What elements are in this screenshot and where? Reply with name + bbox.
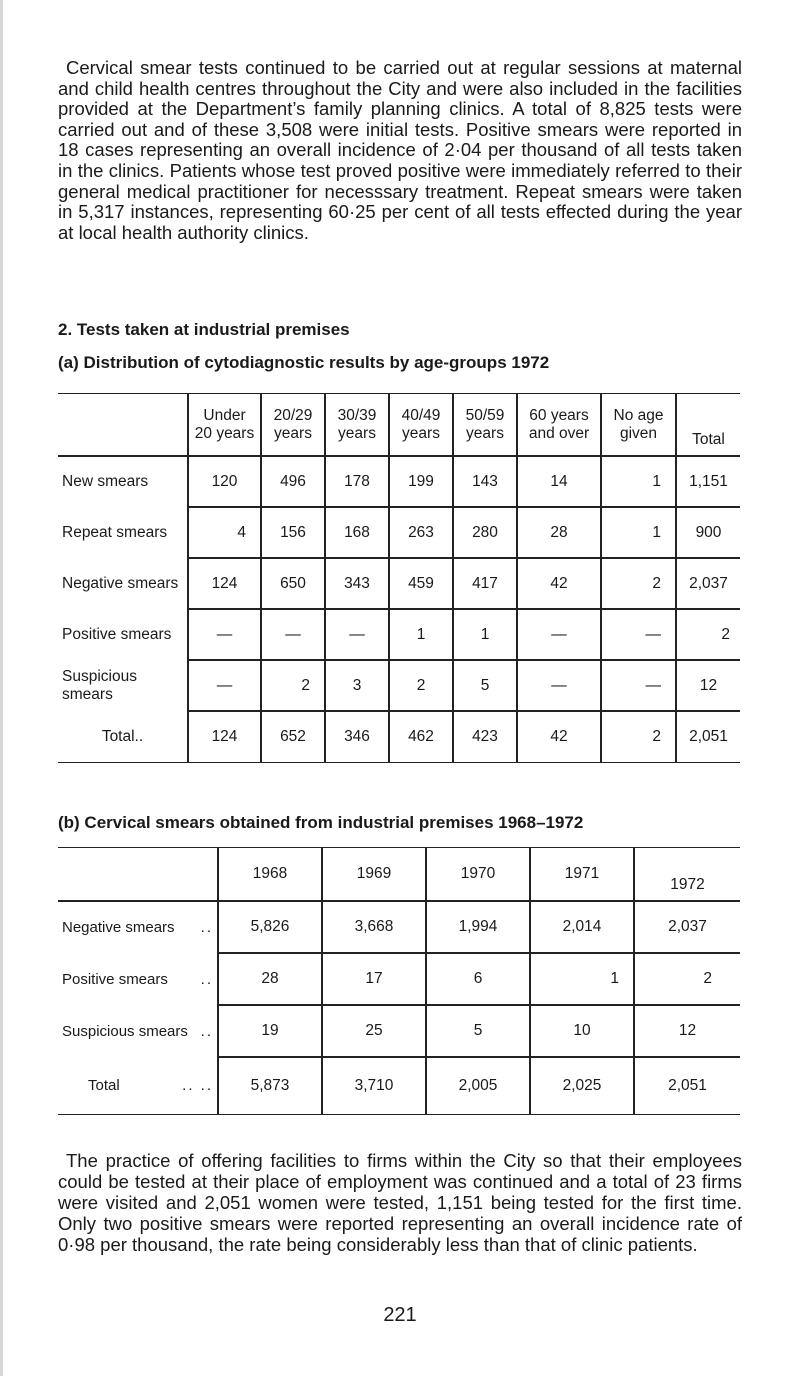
column-header: 1972 bbox=[634, 848, 740, 902]
table-cell: 652 bbox=[261, 711, 325, 763]
table-cell: 2 bbox=[634, 953, 740, 1005]
table-cell: 2 bbox=[389, 660, 453, 711]
intro-paragraph: Cervical smear tests continued to be carried out at regular sessions at maternal and child health centres throughout the City and were also included in the facilities provided at the Department’s family planning clinics. A total of 8,825 tests were carried out and of these 3,508 were initial tests. Positive smears were reported in 18 cases representing an overall incidence of 2·04 per thousand of all tests taken in the clinics. Patients whose test proved positive were immediately referred to their general medical practitioner for necesssary treatment. Repeat smears were taken in 5,317 instances, representing 60·25 per cent of all tests effected during the year at local health authority clinics. bbox=[58, 57, 742, 243]
row-label: Suspicious smears bbox=[58, 660, 188, 711]
table-cell: 28 bbox=[517, 507, 601, 558]
table-row bbox=[58, 901, 740, 953]
table-cell: 14 bbox=[517, 456, 601, 507]
table-cell: 423 bbox=[453, 711, 517, 763]
page-number: 221 bbox=[383, 1304, 417, 1326]
table-cell: 5,826 bbox=[218, 901, 322, 953]
table-b-title: (b) Cervical smears obtained from industrial premises 1968–1972 bbox=[58, 813, 584, 832]
table-cell: 2,025 bbox=[530, 1057, 634, 1115]
row-label-text: Suspicious smears bbox=[62, 1022, 188, 1040]
table-header-row bbox=[58, 848, 740, 902]
section-heading: 2. Tests taken at industrial premises bbox=[58, 320, 350, 339]
table-cell: 28 bbox=[218, 953, 322, 1005]
column-header: 1969 bbox=[322, 848, 426, 902]
table-cell: 156 bbox=[261, 507, 325, 558]
table-row bbox=[58, 660, 740, 711]
table-cell: 3 bbox=[325, 660, 389, 711]
table-cell-total: 900 bbox=[676, 507, 740, 558]
table-cell-total: 2 bbox=[676, 609, 740, 660]
column-header: 50/59 years bbox=[453, 394, 517, 457]
table-cell: — bbox=[325, 609, 389, 660]
column-header: 30/39 years bbox=[325, 394, 389, 457]
table-cell: 120 bbox=[188, 456, 261, 507]
closing-paragraph: The practice of offering facilities to firms within the City so that their employees could be tested at their place of employment was continued and a total of 23 firms were visited and 2,051 women were tested, 1,151 being tested for the first time. Only two positive smears were reported representing an overall incidence rate of 0·98 per thousand, the rate being considerably less than that of clinic patients. bbox=[58, 1150, 742, 1255]
column-header: 20/29 years bbox=[261, 394, 325, 457]
table-row bbox=[58, 456, 740, 507]
column-header: 1970 bbox=[426, 848, 530, 902]
table-cell: 1,994 bbox=[426, 901, 530, 953]
age-group-results-table bbox=[58, 393, 740, 763]
row-label: New smears bbox=[58, 456, 188, 507]
table-cell: 6 bbox=[426, 953, 530, 1005]
row-label: Repeat smears bbox=[58, 507, 188, 558]
table-cell: 25 bbox=[322, 1005, 426, 1057]
row-label bbox=[58, 1005, 218, 1057]
table-row bbox=[58, 953, 740, 1005]
table-cell: 2,051 bbox=[668, 1077, 707, 1094]
table-cell: 143 bbox=[453, 456, 517, 507]
table-row bbox=[58, 507, 740, 558]
leader-dots: .. .. bbox=[182, 1077, 213, 1094]
row-label bbox=[58, 901, 218, 953]
column-header-total: Total bbox=[676, 394, 740, 457]
table-cell: 2,037 bbox=[634, 901, 740, 953]
table-cell: — bbox=[601, 660, 676, 711]
table-cell: 1 bbox=[601, 507, 676, 558]
table-cell: 263 bbox=[389, 507, 453, 558]
table-cell: 343 bbox=[325, 558, 389, 609]
column-header: 1968 bbox=[218, 848, 322, 902]
row-label-text: Negative smears bbox=[62, 919, 175, 936]
row-label-text: Total bbox=[88, 1077, 120, 1094]
table-cell: — bbox=[261, 609, 325, 660]
table-cell: 12 bbox=[634, 1005, 740, 1057]
table-total-row bbox=[58, 711, 740, 763]
table-cell: — bbox=[188, 609, 261, 660]
leader-dots: .. bbox=[200, 919, 213, 936]
table-cell-total: 12 bbox=[676, 660, 740, 711]
table-cell: 280 bbox=[453, 507, 517, 558]
column-header: 60 years and over bbox=[517, 394, 601, 457]
table-row bbox=[58, 1005, 740, 1057]
row-label: Positive smears bbox=[58, 609, 188, 660]
table-total-row bbox=[58, 1057, 740, 1115]
column-header: Under 20 years bbox=[188, 394, 261, 457]
table-cell: 168 bbox=[325, 507, 389, 558]
table-cell: 1 bbox=[389, 609, 453, 660]
table-cell: 42 bbox=[517, 558, 601, 609]
column-header: No age given bbox=[601, 394, 676, 457]
table-cell: — bbox=[601, 609, 676, 660]
column-header: 40/49 years bbox=[389, 394, 453, 457]
leader-dots: .. bbox=[200, 970, 213, 988]
table-cell: 650 bbox=[261, 558, 325, 609]
table-cell-total: 1,151 bbox=[676, 456, 740, 507]
table-cell: 17 bbox=[322, 953, 426, 1005]
table-cell: 462 bbox=[389, 711, 453, 763]
table-a-title: (a) Distribution of cytodiagnostic results by age-groups 1972 bbox=[58, 353, 550, 372]
table-cell: 10 bbox=[530, 1005, 634, 1057]
table-cell: 124 bbox=[188, 711, 261, 763]
row-label bbox=[58, 1057, 218, 1115]
yearly-smears-table bbox=[58, 847, 740, 1115]
table-cell: 1 bbox=[530, 953, 634, 1005]
row-label-header bbox=[58, 848, 218, 902]
table-cell: 2 bbox=[261, 660, 325, 711]
table-cell: 124 bbox=[188, 558, 261, 609]
table-cell: 199 bbox=[389, 456, 453, 507]
table-cell-total: 2,051 bbox=[689, 728, 728, 745]
table-cell: 42 bbox=[517, 711, 601, 763]
leader-dots: .. bbox=[200, 1022, 213, 1040]
table-cell: 1 bbox=[601, 456, 676, 507]
table-cell-total: 2,037 bbox=[676, 558, 740, 609]
table-row bbox=[58, 558, 740, 609]
page-edge bbox=[0, 0, 3, 1376]
table-cell: 2 bbox=[601, 558, 676, 609]
row-label: Negative smears bbox=[58, 558, 188, 609]
table-cell: 5 bbox=[426, 1005, 530, 1057]
row-label-header bbox=[58, 394, 188, 457]
row-label: Total.. bbox=[58, 711, 188, 763]
table-cell: 496 bbox=[261, 456, 325, 507]
table-cell: 1 bbox=[453, 609, 517, 660]
table-cell: 3,710 bbox=[322, 1057, 426, 1115]
table-cell: 5 bbox=[453, 660, 517, 711]
row-label bbox=[58, 953, 218, 1005]
table-cell: 2,005 bbox=[426, 1057, 530, 1115]
table-cell: — bbox=[188, 660, 261, 711]
table-cell: 2,014 bbox=[530, 901, 634, 953]
column-header: 1971 bbox=[530, 848, 634, 902]
table-cell: 5,873 bbox=[218, 1057, 322, 1115]
table-cell: — bbox=[517, 609, 601, 660]
table-cell: 3,668 bbox=[322, 901, 426, 953]
table-cell: 417 bbox=[453, 558, 517, 609]
row-label-text: Positive smears bbox=[62, 970, 168, 988]
table-cell: 2 bbox=[601, 711, 676, 763]
table-cell: 459 bbox=[389, 558, 453, 609]
table-cell: 19 bbox=[218, 1005, 322, 1057]
table-row bbox=[58, 609, 740, 660]
table-cell: 178 bbox=[325, 456, 389, 507]
table-header-row bbox=[58, 394, 740, 457]
table-cell: — bbox=[517, 660, 601, 711]
table-cell: 4 bbox=[188, 507, 261, 558]
table-cell: 346 bbox=[325, 711, 389, 763]
